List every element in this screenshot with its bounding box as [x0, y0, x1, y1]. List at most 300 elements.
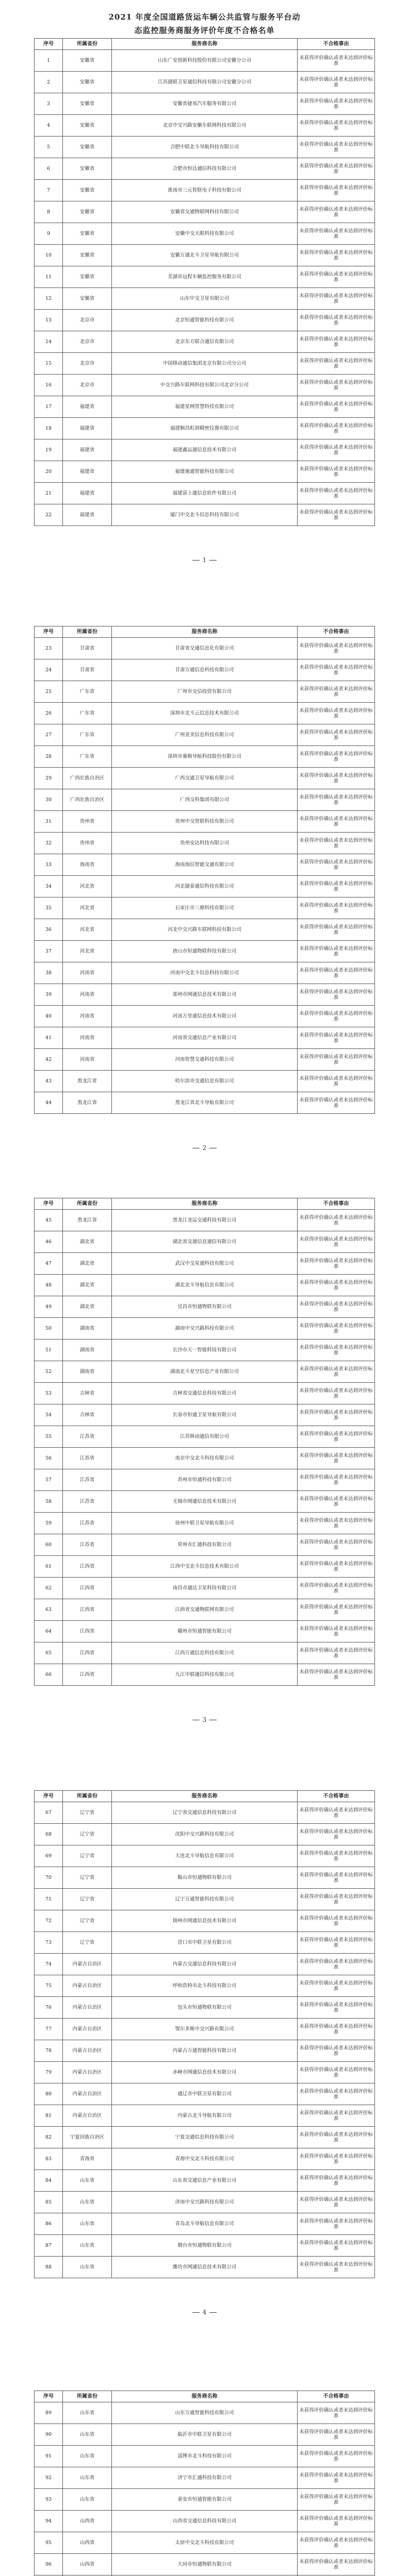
row-reason: 未获得评价确认或者未达到评价标准	[298, 2062, 375, 2083]
row-provider-name: 辽宁万通智能科技有限公司	[112, 1889, 298, 1910]
row-reason: 未获得评价确认或者未达到评价标准	[298, 2019, 375, 2040]
row-provider-name: 大连北斗导航信息有限公司	[112, 1845, 298, 1867]
row-reason: 未获得评价确认或者未达到评价标准	[298, 1802, 375, 1824]
row-province: 黑龙江省	[63, 1210, 112, 1231]
row-provider-name: 福建顺昌虹润精密仪器有限公司	[112, 418, 298, 439]
table-row	[35, 2083, 375, 2105]
row-province: 山东省	[63, 2235, 112, 2257]
row-reason: 未获得评价确认或者未达到评价标准	[298, 2424, 375, 2446]
row-reason: 未获得评价确认或者未达到评价标准	[298, 854, 375, 876]
row-province: 贵州省	[63, 833, 112, 854]
row-reason: 未获得评价确认或者未达到评价标准	[298, 1556, 375, 1578]
row-number: 3	[35, 93, 63, 115]
table-row	[35, 854, 375, 876]
row-number: 48	[35, 1275, 63, 1296]
table-row	[35, 1049, 375, 1071]
row-provider-name: 福建驰通智能科技有限公司	[112, 461, 298, 483]
row-reason: 未获得评价确认或者未达到评价标准	[298, 1621, 375, 1642]
table-row	[35, 1889, 375, 1910]
row-provider-name: 江西省交通物联网有限公司	[112, 1599, 298, 1621]
row-provider-name: 福建富士通信息软件有限公司	[112, 483, 298, 504]
table-row	[35, 919, 375, 941]
row-reason: 未获得评价确认或者未达到评价标准	[298, 2402, 375, 2424]
row-reason: 未获得评价确认或者未达到评价标准	[298, 1404, 375, 1426]
row-reason: 未获得评价确认或者未达到评价标准	[298, 180, 375, 201]
row-number: 13	[35, 310, 63, 331]
row-reason: 未获得评价确认或者未达到评价标准	[298, 833, 375, 854]
row-provider-name: 河南万里通信息技术有限公司	[112, 1006, 298, 1027]
page-number-value: 2	[202, 1144, 207, 1151]
table-row	[35, 1210, 375, 1231]
row-number: 60	[35, 1534, 63, 1556]
table-row	[35, 1621, 375, 1642]
row-number: 91	[35, 2446, 63, 2467]
row-reason: 未获得评价确认或者未达到评价标准	[298, 1006, 375, 1027]
row-reason: 未获得评价确认或者未达到评价标准	[298, 1513, 375, 1534]
row-reason: 未获得评价确认或者未达到评价标准	[298, 1275, 375, 1296]
row-provider-name: 安徽中交天眼科技有限公司	[112, 223, 298, 245]
table-row	[35, 266, 375, 288]
row-number: 8	[35, 201, 63, 223]
row-reason: 未获得评价确认或者未达到评价标准	[298, 1642, 375, 1664]
table-row	[35, 1513, 375, 1534]
row-province: 黑龙江省	[63, 1071, 112, 1092]
table-row	[35, 2019, 375, 2040]
row-reason: 未获得评价确认或者未达到评价标准	[298, 245, 375, 266]
header-province: 所属省份	[63, 2391, 112, 2402]
row-province: 广西壮族自治区	[63, 789, 112, 811]
header-reason: 不合格事由	[298, 1791, 375, 1802]
row-number: 30	[35, 789, 63, 811]
row-provider-name: 九江中联通信科技有限公司	[112, 1664, 298, 1686]
table-row	[35, 1296, 375, 1318]
row-province: 江苏省	[63, 1491, 112, 1513]
table-row	[35, 1253, 375, 1275]
row-province: 辽宁省	[63, 1889, 112, 1910]
row-reason: 未获得评价确认或者未达到评价标准	[298, 659, 375, 681]
table-row	[35, 724, 375, 746]
row-provider-name: 南昌市通达卫星科技有限公司	[112, 1578, 298, 1599]
row-provider-name: 通辽市中联卫星有限公司	[112, 2083, 298, 2105]
table-row	[35, 2148, 375, 2170]
row-provider-name: 哈尔滨市交通信息有限公司	[112, 1071, 298, 1092]
row-number: 20	[35, 461, 63, 483]
table-row	[35, 941, 375, 962]
row-number: 74	[35, 1954, 63, 1975]
row-number: 34	[35, 876, 63, 897]
row-number: 95	[35, 2532, 63, 2554]
row-number: 58	[35, 1491, 63, 1513]
row-provider-name: 内蒙古交通信息科技有限公司	[112, 1954, 298, 1975]
row-number: 5	[35, 137, 63, 158]
row-province: 辽宁省	[63, 1910, 112, 1932]
row-provider-name: 武汉中交星通科技有限公司	[112, 1253, 298, 1275]
row-provider-name: 中交兴路车联网科技有限公司北京分公司	[112, 375, 298, 396]
row-province: 辽宁省	[63, 1932, 112, 1954]
table-header-row	[35, 2391, 375, 2402]
row-reason: 未获得评价确认或者未达到评价标准	[298, 724, 375, 746]
row-number: 62	[35, 1578, 63, 1599]
row-provider-name: 青岛北斗导航信息有限公司	[112, 2213, 298, 2235]
row-province: 湖南省	[63, 1340, 112, 1361]
row-provider-name: 中国移动通信集团北京有限公司分公司	[112, 353, 298, 375]
row-province: 广东省	[63, 746, 112, 768]
row-reason: 未获得评价确认或者未达到评价标准	[298, 2532, 375, 2554]
row-number: 10	[35, 245, 63, 266]
row-number: 53	[35, 1383, 63, 1404]
row-provider-name: 湖南北斗星空信息产业有限公司	[112, 1361, 298, 1383]
header-provider-name: 服务商名称	[112, 1198, 298, 1210]
row-reason: 未获得评价确认或者未达到评价标准	[298, 1534, 375, 1556]
table-row	[35, 768, 375, 789]
row-number: 19	[35, 439, 63, 461]
page-number	[0, 1716, 409, 1723]
row-reason: 未获得评价确认或者未达到评价标准	[298, 1448, 375, 1469]
row-provider-name: 合肥市恒达通信科技有限公司	[112, 158, 298, 180]
header-reason: 不合格事由	[298, 2391, 375, 2402]
row-provider-name: 江苏捷联卫星通信科技有限公司安徽分公司	[112, 72, 298, 93]
row-provider-name: 湖南中交兴路科技有限公司	[112, 1318, 298, 1340]
row-number: 31	[35, 811, 63, 833]
row-reason: 未获得评价确认或者未达到评价标准	[298, 941, 375, 962]
row-province: 内蒙古自治区	[63, 2062, 112, 2083]
row-province: 河北省	[63, 941, 112, 962]
row-reason: 未获得评价确认或者未达到评价标准	[298, 2235, 375, 2257]
row-number: 69	[35, 1845, 63, 1867]
row-number: 38	[35, 962, 63, 984]
row-provider-name: 甘肃省交通信息化有限公司	[112, 638, 298, 659]
row-number: 76	[35, 1997, 63, 2019]
table-row	[35, 1027, 375, 1049]
row-number: 43	[35, 1071, 63, 1092]
page-number-value: 3	[202, 1716, 207, 1723]
table-row	[35, 638, 375, 659]
row-reason: 未获得评价确认或者未达到评价标准	[298, 1361, 375, 1383]
row-province: 河南省	[63, 1049, 112, 1071]
table-row	[35, 461, 375, 483]
row-province: 江苏省	[63, 1469, 112, 1491]
row-provider-name: 吉林省交通信息科技有限公司	[112, 1383, 298, 1404]
table-row	[35, 876, 375, 897]
row-number: 27	[35, 724, 63, 746]
row-number: 35	[35, 897, 63, 919]
table-row	[35, 1404, 375, 1426]
table-row	[35, 418, 375, 439]
row-reason: 未获得评价确认或者未达到评价标准	[298, 1824, 375, 1845]
table-row	[35, 1534, 375, 1556]
header-no: 序号	[35, 1791, 63, 1802]
row-number: 54	[35, 1404, 63, 1426]
row-provider-name: 江西万通信息科技有限公司	[112, 1642, 298, 1664]
row-provider-name: 烟台市恒通物联有限公司	[112, 2235, 298, 2257]
row-province: 广东省	[63, 724, 112, 746]
row-province: 安徽省	[63, 72, 112, 93]
row-province: 宁夏回族自治区	[63, 2127, 112, 2148]
table-row	[35, 331, 375, 353]
page-number	[0, 556, 409, 564]
row-province: 山东省	[63, 2257, 112, 2278]
row-number: 78	[35, 2040, 63, 2062]
row-reason: 未获得评价确认或者未达到评价标准	[298, 1318, 375, 1340]
row-number: 75	[35, 1975, 63, 1997]
row-number: 71	[35, 1889, 63, 1910]
unqualified-list-table	[34, 626, 375, 1114]
row-provider-name: 北京东方联合通信有限公司	[112, 331, 298, 353]
table-row	[35, 897, 375, 919]
table-row	[35, 2062, 375, 2083]
row-provider-name: 河北中交兴路车联网科技有限公司	[112, 919, 298, 941]
row-number: 84	[35, 2170, 63, 2192]
row-number: 85	[35, 2192, 63, 2213]
row-provider-name: 潍坊市网通信息技术有限公司	[112, 2257, 298, 2278]
row-number: 33	[35, 854, 63, 876]
row-provider-name: 甘肃万通信息科技有限公司	[112, 659, 298, 681]
row-reason: 未获得评价确认或者未达到评价标准	[298, 1027, 375, 1049]
row-province: 山东省	[63, 2424, 112, 2446]
row-provider-name: 广西交科集团有限公司	[112, 789, 298, 811]
row-number: 18	[35, 418, 63, 439]
table-row	[35, 984, 375, 1006]
row-reason: 未获得评价确认或者未达到评价标准	[298, 1253, 375, 1275]
row-province: 湖南省	[63, 1361, 112, 1383]
row-reason: 未获得评价确认或者未达到评价标准	[298, 2213, 375, 2235]
table-row	[35, 811, 375, 833]
row-number: 50	[35, 1318, 63, 1340]
row-number: 92	[35, 2467, 63, 2489]
row-reason: 未获得评价确认或者未达到评价标准	[298, 2446, 375, 2467]
row-provider-name: 淄博市北斗科技有限公司	[112, 2446, 298, 2467]
row-reason: 未获得评价确认或者未达到评价标准	[298, 396, 375, 418]
table-row	[35, 789, 375, 811]
row-reason: 未获得评价确认或者未达到评价标准	[298, 310, 375, 331]
row-provider-name: 大同市恒通物联有限公司	[112, 2554, 298, 2575]
row-province: 江苏省	[63, 1513, 112, 1534]
table-row	[35, 2235, 375, 2257]
row-reason: 未获得评价确认或者未达到评价标准	[298, 439, 375, 461]
row-provider-name: 鄂尔多斯中交兴路有限公司	[112, 2019, 298, 2040]
row-province: 内蒙古自治区	[63, 2105, 112, 2127]
row-province: 湖北省	[63, 1253, 112, 1275]
row-provider-name: 无锡市网通信息技术有限公司	[112, 1491, 298, 1513]
page-number-value: 4	[202, 2309, 207, 2316]
row-number: 7	[35, 180, 63, 201]
table-row	[35, 1448, 375, 1469]
row-reason: 未获得评价确认或者未达到评价标准	[298, 789, 375, 811]
table-row	[35, 1578, 375, 1599]
row-province: 安徽省	[63, 201, 112, 223]
row-reason: 未获得评价确认或者未达到评价标准	[298, 1049, 375, 1071]
table-row	[35, 1867, 375, 1889]
table-header-row	[35, 39, 375, 50]
table-row	[35, 483, 375, 504]
row-province: 辽宁省	[63, 1802, 112, 1824]
table-row	[35, 1340, 375, 1361]
row-province: 安徽省	[63, 137, 112, 158]
unqualified-list-table	[34, 38, 375, 526]
row-reason: 未获得评价确认或者未达到评价标准	[298, 1340, 375, 1361]
table-row	[35, 1932, 375, 1954]
row-provider-name: 广州市交信投资有限公司	[112, 681, 298, 703]
row-province: 安徽省	[63, 93, 112, 115]
row-reason: 未获得评价确认或者未达到评价标准	[298, 1210, 375, 1231]
table-row	[35, 1383, 375, 1404]
row-province: 甘肃省	[63, 638, 112, 659]
row-number: 14	[35, 331, 63, 353]
table-row	[35, 72, 375, 93]
table-row	[35, 1071, 375, 1092]
row-number: 32	[35, 833, 63, 854]
table-row	[35, 2489, 375, 2511]
row-reason: 未获得评价确认或者未达到评价标准	[298, 93, 375, 115]
unqualified-list-table	[34, 1790, 375, 2278]
row-reason: 未获得评价确认或者未达到评价标准	[298, 1578, 375, 1599]
row-reason: 未获得评价确认或者未达到评价标准	[298, 919, 375, 941]
row-number: 94	[35, 2511, 63, 2532]
row-provider-name: 黑龙江省北斗导航有限公司	[112, 1092, 298, 1114]
row-provider-name: 石家庄市三鼎科技有限公司	[112, 897, 298, 919]
table-row	[35, 703, 375, 724]
row-province: 山东省	[63, 2489, 112, 2511]
row-reason: 未获得评价确认或者未达到评价标准	[298, 1599, 375, 1621]
row-reason: 未获得评价确认或者未达到评价标准	[298, 375, 375, 396]
table-row	[35, 439, 375, 461]
row-number: 79	[35, 2062, 63, 2083]
row-province: 山西省	[63, 2532, 112, 2554]
row-reason: 未获得评价确认或者未达到评价标准	[298, 288, 375, 310]
row-province: 福建省	[63, 504, 112, 526]
table-row	[35, 681, 375, 703]
document-title-line2: 态监控服务商服务评价年度不合格名单	[134, 26, 275, 35]
table-row	[35, 962, 375, 984]
row-province: 辽宁省	[63, 1867, 112, 1889]
row-number: 55	[35, 1426, 63, 1448]
row-reason: 未获得评价确认或者未达到评价标准	[298, 266, 375, 288]
table-row	[35, 2040, 375, 2062]
row-province: 河南省	[63, 984, 112, 1006]
page-number-dash	[192, 560, 200, 561]
row-provider-name: 江西中交北斗信息技术有限公司	[112, 1556, 298, 1578]
row-provider-name: 泰安市恒通智能有限公司	[112, 2489, 298, 2511]
row-province: 河北省	[63, 919, 112, 941]
row-number: 81	[35, 2105, 63, 2127]
row-province: 内蒙古自治区	[63, 2019, 112, 2040]
row-province: 山东省	[63, 2170, 112, 2192]
row-number: 1	[35, 50, 63, 72]
row-provider-name: 赤峰市网通信息技术有限公司	[112, 2062, 298, 2083]
row-reason: 未获得评价确认或者未达到评价标准	[298, 2105, 375, 2127]
row-number: 23	[35, 638, 63, 659]
row-province: 广西壮族自治区	[63, 768, 112, 789]
row-number: 2	[35, 72, 63, 93]
row-province: 江苏省	[63, 1534, 112, 1556]
row-province: 内蒙古自治区	[63, 1975, 112, 1997]
row-number: 63	[35, 1599, 63, 1621]
document-title-line1: 2021 年度全国道路货运车辆公共监管与服务平台动	[108, 12, 301, 22]
header-reason: 不合格事由	[298, 1198, 375, 1210]
row-reason: 未获得评价确认或者未达到评价标准	[298, 2554, 375, 2575]
header-no: 序号	[35, 39, 63, 50]
row-reason: 未获得评价确认或者未达到评价标准	[298, 681, 375, 703]
row-provider-name: 福建星网智慧科技有限公司	[112, 396, 298, 418]
row-provider-name: 山东中交卫星有限公司	[112, 288, 298, 310]
row-province: 甘肃省	[63, 659, 112, 681]
row-provider-name: 内蒙古北斗导航有限公司	[112, 2105, 298, 2127]
row-province: 山东省	[63, 2402, 112, 2424]
row-province: 海南省	[63, 854, 112, 876]
page-number-value: 1	[202, 556, 207, 564]
table-row	[35, 2554, 375, 2575]
row-province: 江西省	[63, 1664, 112, 1686]
table-row	[35, 180, 375, 201]
row-provider-name: 内蒙古万通智能科技有限公司	[112, 2040, 298, 2062]
row-province: 安徽省	[63, 288, 112, 310]
row-number: 16	[35, 375, 63, 396]
row-number: 86	[35, 2213, 63, 2235]
row-provider-name: 安徽万通北斗卫星导航有限公司	[112, 245, 298, 266]
row-province: 山西省	[63, 2554, 112, 2575]
header-province: 所属省份	[63, 626, 112, 638]
table-row	[35, 2127, 375, 2148]
row-reason: 未获得评价确认或者未达到评价标准	[298, 353, 375, 375]
row-number: 61	[35, 1556, 63, 1578]
row-number: 72	[35, 1910, 63, 1932]
row-province: 辽宁省	[63, 1845, 112, 1867]
row-provider-name: 宁夏交通信息科技有限公司	[112, 2127, 298, 2148]
row-province: 河南省	[63, 1006, 112, 1027]
row-number: 87	[35, 2235, 63, 2257]
row-province: 辽宁省	[63, 1824, 112, 1845]
row-number: 90	[35, 2424, 63, 2446]
row-province: 安徽省	[63, 223, 112, 245]
header-provider-name: 服务商名称	[112, 1791, 298, 1802]
table-row	[35, 375, 375, 396]
row-province: 湖南省	[63, 1318, 112, 1340]
row-number: 41	[35, 1027, 63, 1049]
row-reason: 未获得评价确认或者未达到评价标准	[298, 1469, 375, 1491]
page-number	[0, 2309, 409, 2316]
row-reason: 未获得评价确认或者未达到评价标准	[298, 1867, 375, 1889]
row-reason: 未获得评价确认或者未达到评价标准	[298, 1664, 375, 1686]
table-row	[35, 1275, 375, 1296]
table-header-row	[35, 1198, 375, 1210]
row-province: 北京市	[63, 375, 112, 396]
row-reason: 未获得评价确认或者未达到评价标准	[298, 50, 375, 72]
row-province: 黑龙江省	[63, 1092, 112, 1114]
row-province: 安徽省	[63, 115, 112, 137]
row-province: 山东省	[63, 2446, 112, 2467]
row-number: 11	[35, 266, 63, 288]
row-number: 37	[35, 941, 63, 962]
row-province: 江西省	[63, 1621, 112, 1642]
row-provider-name: 贵州中交智联科技有限公司	[112, 811, 298, 833]
row-number: 96	[35, 2554, 63, 2575]
row-number: 44	[35, 1092, 63, 1114]
row-province: 江西省	[63, 1642, 112, 1664]
row-province: 河北省	[63, 876, 112, 897]
row-provider-name: 北京中交兴路安徽车联网科技有限公司	[112, 115, 298, 137]
page-number-dash	[209, 2312, 217, 2313]
table-row	[35, 2257, 375, 2278]
row-reason: 未获得评价确认或者未达到评价标准	[298, 2467, 375, 2489]
header-no: 序号	[35, 626, 63, 638]
unqualified-list-table	[34, 1198, 375, 1686]
row-provider-name: 济宁市汇通科技有限公司	[112, 2467, 298, 2489]
row-reason: 未获得评价确认或者未达到评价标准	[298, 897, 375, 919]
table-row	[35, 2192, 375, 2213]
row-number: 21	[35, 483, 63, 504]
table-row	[35, 1092, 375, 1114]
row-province: 安徽省	[63, 245, 112, 266]
